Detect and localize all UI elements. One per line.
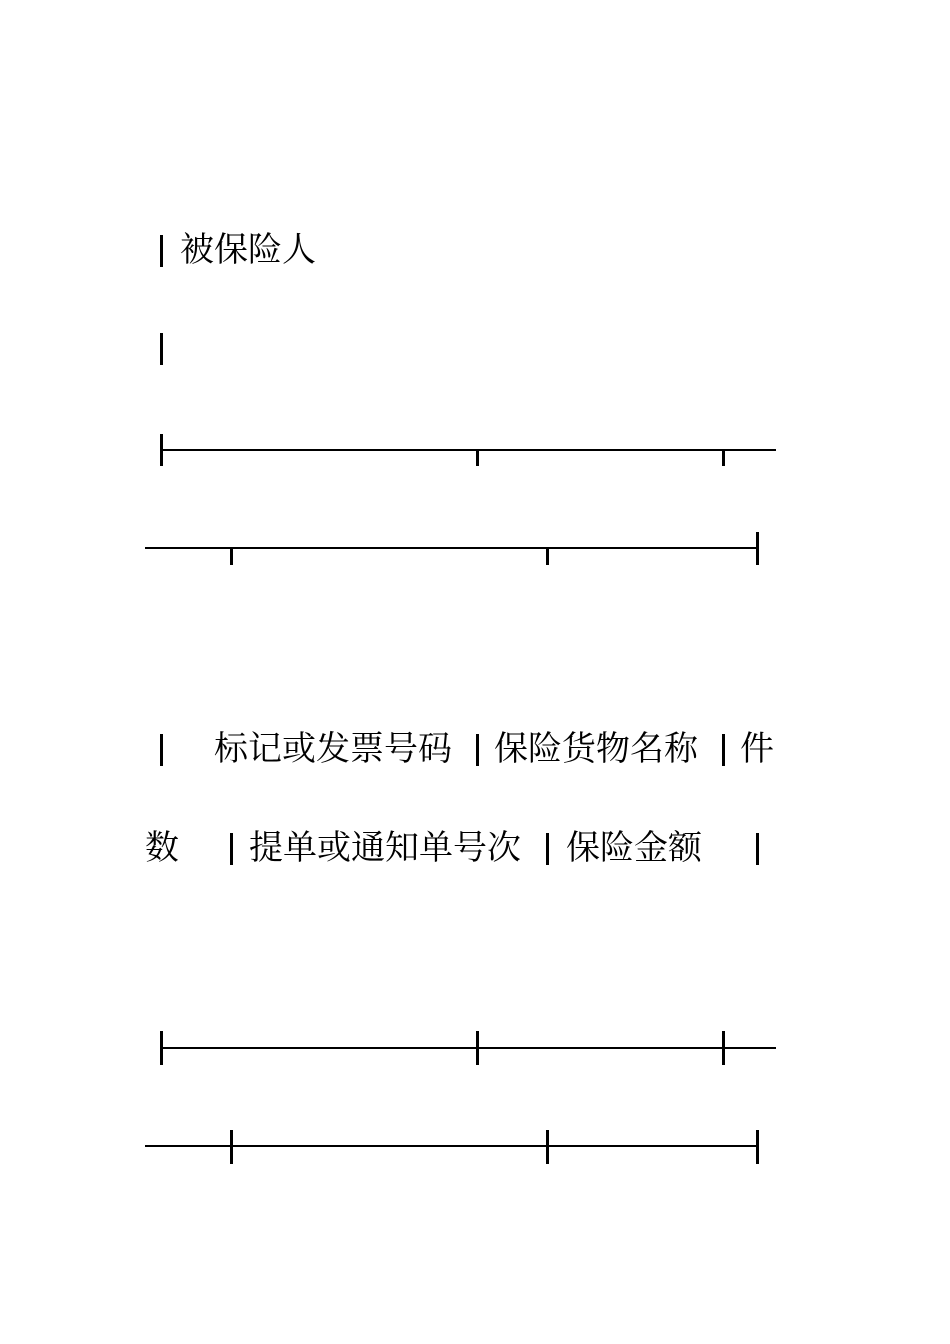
header-goods-name: 保险货物名称 (494, 729, 698, 769)
table-border (476, 1031, 479, 1065)
header-marks-invoice-no: 标记或发票号码 (214, 729, 452, 769)
table-border (756, 532, 759, 565)
header-bl-notice-no: 提单或通知单号次 (249, 828, 521, 868)
table-border (476, 449, 479, 466)
table-border (546, 547, 549, 565)
header-qty-part2: 数 (145, 828, 179, 868)
table-border (160, 734, 163, 766)
table-border (230, 1130, 233, 1164)
table-rule (160, 449, 776, 451)
table-rule (145, 547, 759, 549)
table-border (722, 1031, 725, 1065)
header-qty-part1: 件 (740, 729, 774, 769)
insured-label: 被保险人 (180, 230, 316, 270)
table-border (160, 333, 163, 365)
table-border (230, 833, 233, 865)
table-border (756, 833, 759, 865)
table-border (546, 833, 549, 865)
table-border (756, 1130, 759, 1164)
table-border (546, 1130, 549, 1164)
table-border (230, 547, 233, 565)
table-border (476, 734, 479, 766)
table-border (722, 449, 725, 466)
table-border (722, 734, 725, 766)
table-rule (145, 1145, 759, 1147)
table-border (160, 235, 163, 267)
table-rule (160, 1047, 776, 1049)
header-insured-amount: 保险金额 (566, 828, 702, 868)
